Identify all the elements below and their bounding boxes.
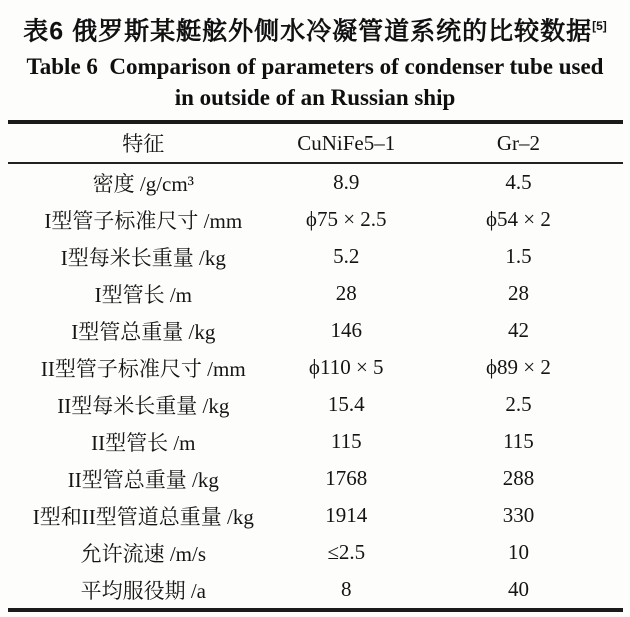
row-label-cell: II型管长 /m [91, 430, 196, 455]
cunife-value-cell: 146 [330, 318, 362, 343]
gr2-value-cell: ϕ89 × 2 [485, 355, 551, 380]
table-row [8, 497, 623, 534]
gr2-value-cell: 28 [507, 281, 529, 306]
row-label-cell: 平均服役期 /a [80, 578, 206, 603]
gr2-value-cell: 115 [503, 429, 534, 454]
table-title-chinese [0, 0, 630, 47]
row-label-cell: I型管长 /m [94, 282, 192, 307]
row-label-cell: 密度 /g/cm³ [92, 171, 194, 196]
table-row [8, 423, 623, 460]
table-header [8, 122, 623, 163]
table-title-english-line1: Table 6 Comparison of parameters of condenser tube used [26, 54, 604, 80]
row-label-cell: I型和II型管道总重量 /kg [32, 504, 254, 529]
table-row [8, 534, 623, 571]
reference-superscript: [5] [592, 19, 607, 33]
gr2-value-cell: ϕ54 × 2 [485, 207, 551, 232]
cunife-value-cell: 1768 [325, 466, 368, 491]
table-title-english-line2: in outside of an Russian ship [174, 85, 456, 111]
gr2-value-cell: 4.5 [505, 170, 532, 195]
table-row [8, 349, 623, 386]
column-header-gr-2: Gr–2 [414, 122, 623, 163]
column-header-cunife5-1: CuNiFe5–1 [279, 122, 414, 163]
table-body [8, 163, 623, 610]
table-row [8, 201, 623, 238]
table-row [8, 163, 623, 201]
gr2-value-cell: 2.5 [505, 392, 532, 417]
table-title-english [0, 51, 630, 113]
gr2-value-cell: 42 [507, 318, 529, 343]
comparison-table [8, 120, 623, 612]
cunife-value-cell: 15.4 [327, 392, 365, 417]
gr2-value-cell: 1.5 [505, 244, 532, 269]
cunife-value-cell: 8 [340, 577, 352, 602]
table-title-chinese-text: 表6 俄罗斯某艇舷外侧水冷凝管道系统的比较数据 [23, 17, 593, 46]
cunife-value-cell: 1914 [325, 503, 368, 528]
row-label-cell: II型每米长重量 /kg [57, 393, 230, 418]
row-label-cell: II型管子标准尺寸 /mm [40, 356, 246, 381]
table-row [8, 238, 623, 275]
row-label-cell: I型管子标准尺寸 /mm [44, 208, 243, 233]
gr2-value-cell: 330 [502, 503, 535, 528]
cunife-value-cell: ϕ110 × 5 [308, 355, 384, 380]
table-row [8, 386, 623, 423]
row-label-cell: II型管总重量 /kg [67, 467, 219, 492]
cunife-value-cell: ϕ75 × 2.5 [305, 207, 387, 232]
table-row [8, 571, 623, 610]
cunife-value-cell: 115 [330, 429, 362, 454]
gr2-value-cell: 40 [507, 577, 529, 602]
table-row [8, 275, 623, 312]
gr2-value-cell: 288 [502, 466, 535, 491]
table-row [8, 312, 623, 349]
cunife-value-cell: ≤2.5 [327, 540, 366, 565]
table-row [8, 460, 623, 497]
cunife-value-cell: 28 [335, 281, 357, 306]
row-label-cell: I型每米长重量 /kg [60, 245, 226, 270]
cunife-value-cell: 8.9 [333, 170, 360, 195]
column-header-feature: 特征 [8, 122, 279, 163]
row-label-cell: I型管总重量 /kg [71, 319, 216, 344]
gr2-value-cell: 10 [507, 540, 529, 565]
cunife-value-cell: 5.2 [333, 244, 360, 269]
header-row [8, 122, 623, 163]
row-label-cell: 允许流速 /m/s [80, 541, 207, 566]
